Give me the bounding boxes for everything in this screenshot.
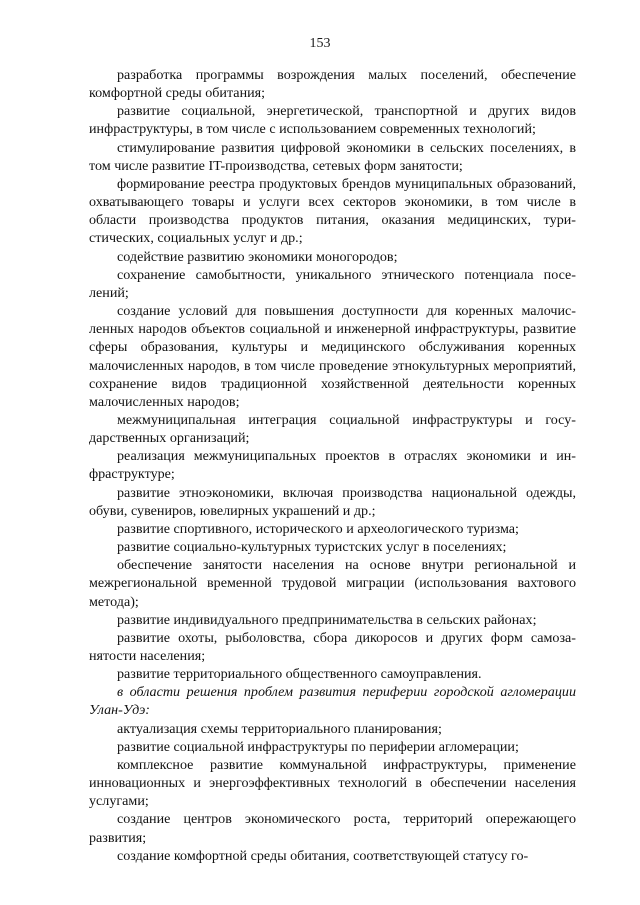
paragraph: создание условий для повышения доступности для коренных малочисленных народов объектов социальной и инженерной инфраструктуры, развитие сферы образования, культуры и медицинского обслуживания коренных малочисленных народов, в том числе проведение этнокультурных мероприятий, сохранение видов традиционной хозяйственной деятельности коренных малочисленных народов; [89,303,576,410]
paragraph: комплексное развитие коммунальной инфраструктуры, применение инновационных и энергоэффективных технологий в обеспечении населения услугами; [89,756,576,810]
page-number: 153 [309,36,331,51]
paragraph: разработка программы возрождения малых поселений, обеспечение комфортной среды обитания; [89,67,576,102]
paragraph: развитие территориального общественного самоуправления. [117,666,482,683]
paragraph: сохранение самобытности, уникального этнического потенциала поселений; [89,266,576,301]
paragraph: актуализация схемы территориального планирования; [117,720,442,737]
paragraph: развитие социально-культурных туристских услуг в поселениях; [117,539,507,556]
paragraph: формирование реестра продуктовых брендов муниципальных образований, охватывающего товары и услуги всех секторов экономики, в том числе в области производства продуктов питания, оказания медицинских, туристических, социальных услуг и др.; [89,175,576,247]
paragraph: реализация межмуниципальных проектов в отраслях экономики и инфраструктуре; [89,448,576,483]
paragraph: создание комфортной среды обитания, соответствующей статусу го- [117,847,529,864]
paragraph: содействие развитию экономики моногородов; [117,248,398,265]
paragraph: межмуниципальная интеграция социальной инфраструктуры и государственных организаций; [89,411,576,447]
paragraph: развитие социальной инфраструктуры по периферии агломерации; [117,738,519,755]
document-body [89,66,576,865]
paragraph: развитие индивидуального предпринимательства в сельских районах; [117,611,537,628]
section-heading: в области решения проблем развития периферии городской агломерации Улан-Удэ: [89,684,576,719]
paragraph: создание центров экономического роста, территорий опережающего развития; [89,811,576,846]
paragraph: стимулирование развития цифровой экономики в сельских поселениях, в том числе развитие IT-производства, сетевых форм занятости; [89,139,576,174]
paragraph: развитие этноэкономики, включая производства национальной одежды, обуви, сувениров, ювелирных украшений и др.; [89,484,576,519]
paragraph: обеспечение занятости населения на основе внутри региональной и межрегиональной временной трудовой миграции (использования вахтового метода); [89,557,576,610]
paragraph: развитие спортивного, исторического и археологического туризма; [117,520,519,537]
paragraph: развитие социальной, энергетической, транспортной и других видов инфраструктуры, в том числе с использованием современных технологий; [89,103,576,138]
paragraph: развитие охоты, рыболовства, сбора дикоросов и других форм самозанятости населения; [89,629,576,664]
